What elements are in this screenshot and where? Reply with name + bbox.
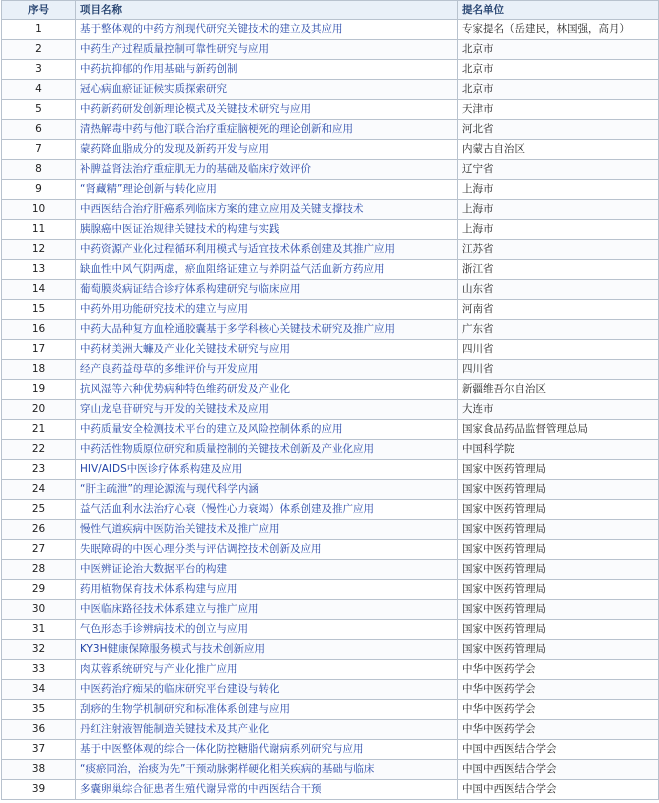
row-number: 16 <box>2 320 76 340</box>
table-row <box>2 240 659 260</box>
row-number: 25 <box>2 500 76 520</box>
table-row <box>2 520 659 540</box>
header-project-name: 项目名称 <box>76 1 458 20</box>
project-name: 中药活性物质原位研究和质量控制的关键技术创新及产业化应用 <box>76 440 458 460</box>
project-name: 中药资源产业化过程循环利用模式与适宜技术体系创建及其推广应用 <box>76 240 458 260</box>
table-row <box>2 100 659 120</box>
nominating-unit: 国家中医药管理局 <box>458 560 659 580</box>
row-number: 18 <box>2 360 76 380</box>
nominating-unit: 中国中西医结合学会 <box>458 760 659 780</box>
project-name: 穿山龙皂苷研究与开发的关键技术及应用 <box>76 400 458 420</box>
nominating-unit: 国家中医药管理局 <box>458 500 659 520</box>
project-name: 中药生产过程质量控制可靠性研究与应用 <box>76 40 458 60</box>
row-number: 7 <box>2 140 76 160</box>
table-row <box>2 580 659 600</box>
nominating-unit: 山东省 <box>458 280 659 300</box>
table-row <box>2 540 659 560</box>
project-name: 中药大品种复方血栓通胶囊基于多学科核心关键技术研究及推广应用 <box>76 320 458 340</box>
table-row <box>2 140 659 160</box>
row-number: 33 <box>2 660 76 680</box>
project-name: “肾藏精”理论创新与转化应用 <box>76 180 458 200</box>
table-body <box>2 20 659 800</box>
nominating-unit: 中华中医药学会 <box>458 680 659 700</box>
project-name: 中药抗抑郁的作用基础与新药创制 <box>76 60 458 80</box>
project-name: “肝主疏泄”的理论源流与现代科学内涵 <box>76 480 458 500</box>
project-name: 中医药治疗痴呆的临床研究平台建设与转化 <box>76 680 458 700</box>
table-row <box>2 640 659 660</box>
row-number: 23 <box>2 460 76 480</box>
header-no: 序号 <box>2 1 76 20</box>
project-name: 刮痧的生物学机制研究和标准体系创建与应用 <box>76 700 458 720</box>
table-row <box>2 320 659 340</box>
project-name: 清热解毒中药与他汀联合治疗重症脑梗死的理论创新和应用 <box>76 120 458 140</box>
nominating-unit: 上海市 <box>458 180 659 200</box>
table-row <box>2 440 659 460</box>
project-name: “痰瘀同治，治痰为先”干预动脉粥样硬化相关疾病的基础与临床 <box>76 760 458 780</box>
project-name: HIV/AIDS中医诊疗体系构建及应用 <box>76 460 458 480</box>
nominating-unit: 中华中医药学会 <box>458 720 659 740</box>
nominating-unit: 国家中医药管理局 <box>458 600 659 620</box>
nominating-unit: 国家中医药管理局 <box>458 580 659 600</box>
row-number: 6 <box>2 120 76 140</box>
row-number: 12 <box>2 240 76 260</box>
table-row <box>2 660 659 680</box>
header-nominating-unit: 提名单位 <box>458 1 659 20</box>
row-number: 30 <box>2 600 76 620</box>
nominating-unit: 国家食品药品监督管理总局 <box>458 420 659 440</box>
table-row <box>2 680 659 700</box>
nominating-unit: 上海市 <box>458 200 659 220</box>
row-number: 24 <box>2 480 76 500</box>
project-name: 冠心病血瘀证证候实质探索研究 <box>76 80 458 100</box>
award-project-table <box>1 0 659 800</box>
project-name: 中医临床路径技术体系建立与推广应用 <box>76 600 458 620</box>
nominating-unit: 大连市 <box>458 400 659 420</box>
row-number: 32 <box>2 640 76 660</box>
nominating-unit: 新疆维吾尔自治区 <box>458 380 659 400</box>
row-number: 19 <box>2 380 76 400</box>
row-number: 1 <box>2 20 76 40</box>
table-row <box>2 760 659 780</box>
table-row <box>2 740 659 760</box>
table-row <box>2 280 659 300</box>
row-number: 17 <box>2 340 76 360</box>
table-row <box>2 500 659 520</box>
nominating-unit: 天津市 <box>458 100 659 120</box>
table-row <box>2 420 659 440</box>
row-number: 21 <box>2 420 76 440</box>
row-number: 9 <box>2 180 76 200</box>
project-name: 葡萄膜炎病证结合诊疗体系构建研究与临床应用 <box>76 280 458 300</box>
nominating-unit: 中华中医药学会 <box>458 700 659 720</box>
row-number: 26 <box>2 520 76 540</box>
row-number: 13 <box>2 260 76 280</box>
project-name: 中药材美洲大蠊及产业化关键技术研究与应用 <box>76 340 458 360</box>
nominating-unit: 北京市 <box>458 60 659 80</box>
row-number: 3 <box>2 60 76 80</box>
nominating-unit: 上海市 <box>458 220 659 240</box>
table-row <box>2 560 659 580</box>
row-number: 15 <box>2 300 76 320</box>
project-name: 中药外用功能研究技术的建立与应用 <box>76 300 458 320</box>
nominating-unit: 国家中医药管理局 <box>458 520 659 540</box>
row-number: 8 <box>2 160 76 180</box>
project-name: 基于整体观的中药方剂现代研究关键技术的建立及其应用 <box>76 20 458 40</box>
nominating-unit: 国家中医药管理局 <box>458 620 659 640</box>
table-row <box>2 220 659 240</box>
nominating-unit: 中华中医药学会 <box>458 660 659 680</box>
nominating-unit: 中国中西医结合学会 <box>458 780 659 800</box>
row-number: 34 <box>2 680 76 700</box>
project-name: 胰腺癌中医证治规律关键技术的构建与实践 <box>76 220 458 240</box>
table-row <box>2 700 659 720</box>
row-number: 14 <box>2 280 76 300</box>
project-name: 中医辨证论治大数据平台的构建 <box>76 560 458 580</box>
nominating-unit: 河北省 <box>458 120 659 140</box>
project-name: 多囊卵巢综合征患者生殖代谢异常的中西医结合干预 <box>76 780 458 800</box>
row-number: 20 <box>2 400 76 420</box>
project-name: 失眠障碍的中医心理分类与评估调控技术创新及应用 <box>76 540 458 560</box>
project-name: KY3H健康保障服务模式与技术创新应用 <box>76 640 458 660</box>
table-row <box>2 20 659 40</box>
nominating-unit: 国家中医药管理局 <box>458 480 659 500</box>
row-number: 36 <box>2 720 76 740</box>
project-name: 肉苁蓉系统研究与产业化推广应用 <box>76 660 458 680</box>
project-name: 益气活血利水法治疗心衰（慢性心力衰竭）体系创建及推广应用 <box>76 500 458 520</box>
row-number: 11 <box>2 220 76 240</box>
table-row <box>2 300 659 320</box>
table-row <box>2 620 659 640</box>
row-number: 27 <box>2 540 76 560</box>
project-name: 经产良药益母草的多维评价与开发应用 <box>76 360 458 380</box>
project-name: 中药质量安全检测技术平台的建立及风险控制体系的应用 <box>76 420 458 440</box>
row-number: 37 <box>2 740 76 760</box>
table-row <box>2 180 659 200</box>
table-row <box>2 400 659 420</box>
project-name: 中西医结合治疗肝癌系列临床方案的建立应用及关键支撑技术 <box>76 200 458 220</box>
table-row <box>2 380 659 400</box>
project-name: 补脾益肾法治疗重症肌无力的基础及临床疗效评价 <box>76 160 458 180</box>
row-number: 39 <box>2 780 76 800</box>
nominating-unit: 广东省 <box>458 320 659 340</box>
nominating-unit: 河南省 <box>458 300 659 320</box>
project-name: 慢性气道疾病中医防治关键技术及推广应用 <box>76 520 458 540</box>
project-name: 缺血性中风气阴两虚，瘀血阻络证建立与养阴益气活血新方药应用 <box>76 260 458 280</box>
project-name: 基于中医整体观的综合一体化防控糖脂代谢病系列研究与应用 <box>76 740 458 760</box>
table-row <box>2 460 659 480</box>
nominating-unit: 辽宁省 <box>458 160 659 180</box>
table-row <box>2 40 659 60</box>
nominating-unit: 北京市 <box>458 80 659 100</box>
row-number: 29 <box>2 580 76 600</box>
nominating-unit: 国家中医药管理局 <box>458 640 659 660</box>
nominating-unit: 中国中西医结合学会 <box>458 740 659 760</box>
table-row <box>2 200 659 220</box>
nominating-unit: 内蒙古自治区 <box>458 140 659 160</box>
table-row <box>2 120 659 140</box>
table-row <box>2 480 659 500</box>
project-name: 丹红注射液智能制造关键技术及其产业化 <box>76 720 458 740</box>
table-row <box>2 600 659 620</box>
nominating-unit: 四川省 <box>458 340 659 360</box>
row-number: 38 <box>2 760 76 780</box>
nominating-unit: 四川省 <box>458 360 659 380</box>
project-name: 药用植物保育技术体系构建与应用 <box>76 580 458 600</box>
row-number: 28 <box>2 560 76 580</box>
nominating-unit: 国家中医药管理局 <box>458 460 659 480</box>
row-number: 22 <box>2 440 76 460</box>
project-name: 抗风湿等六种优势病种特色维药研发及产业化 <box>76 380 458 400</box>
table-row <box>2 60 659 80</box>
nominating-unit: 专家提名（岳建民，林国强，高月） <box>458 20 659 40</box>
table-row <box>2 160 659 180</box>
nominating-unit: 中国科学院 <box>458 440 659 460</box>
project-name: 中药新药研发创新理论模式及关键技术研究与应用 <box>76 100 458 120</box>
table-row <box>2 720 659 740</box>
table-row <box>2 80 659 100</box>
project-name: 气色形态手诊辨病技术的创立与应用 <box>76 620 458 640</box>
nominating-unit: 浙江省 <box>458 260 659 280</box>
row-number: 35 <box>2 700 76 720</box>
table-row <box>2 340 659 360</box>
row-number: 4 <box>2 80 76 100</box>
table-row <box>2 360 659 380</box>
table-row <box>2 780 659 800</box>
row-number: 31 <box>2 620 76 640</box>
row-number: 2 <box>2 40 76 60</box>
project-name: 蒙药降血脂成分的发现及新药开发与应用 <box>76 140 458 160</box>
nominating-unit: 北京市 <box>458 40 659 60</box>
nominating-unit: 江苏省 <box>458 240 659 260</box>
row-number: 10 <box>2 200 76 220</box>
table-header-row <box>2 1 659 20</box>
nominating-unit: 国家中医药管理局 <box>458 540 659 560</box>
row-number: 5 <box>2 100 76 120</box>
table-row <box>2 260 659 280</box>
